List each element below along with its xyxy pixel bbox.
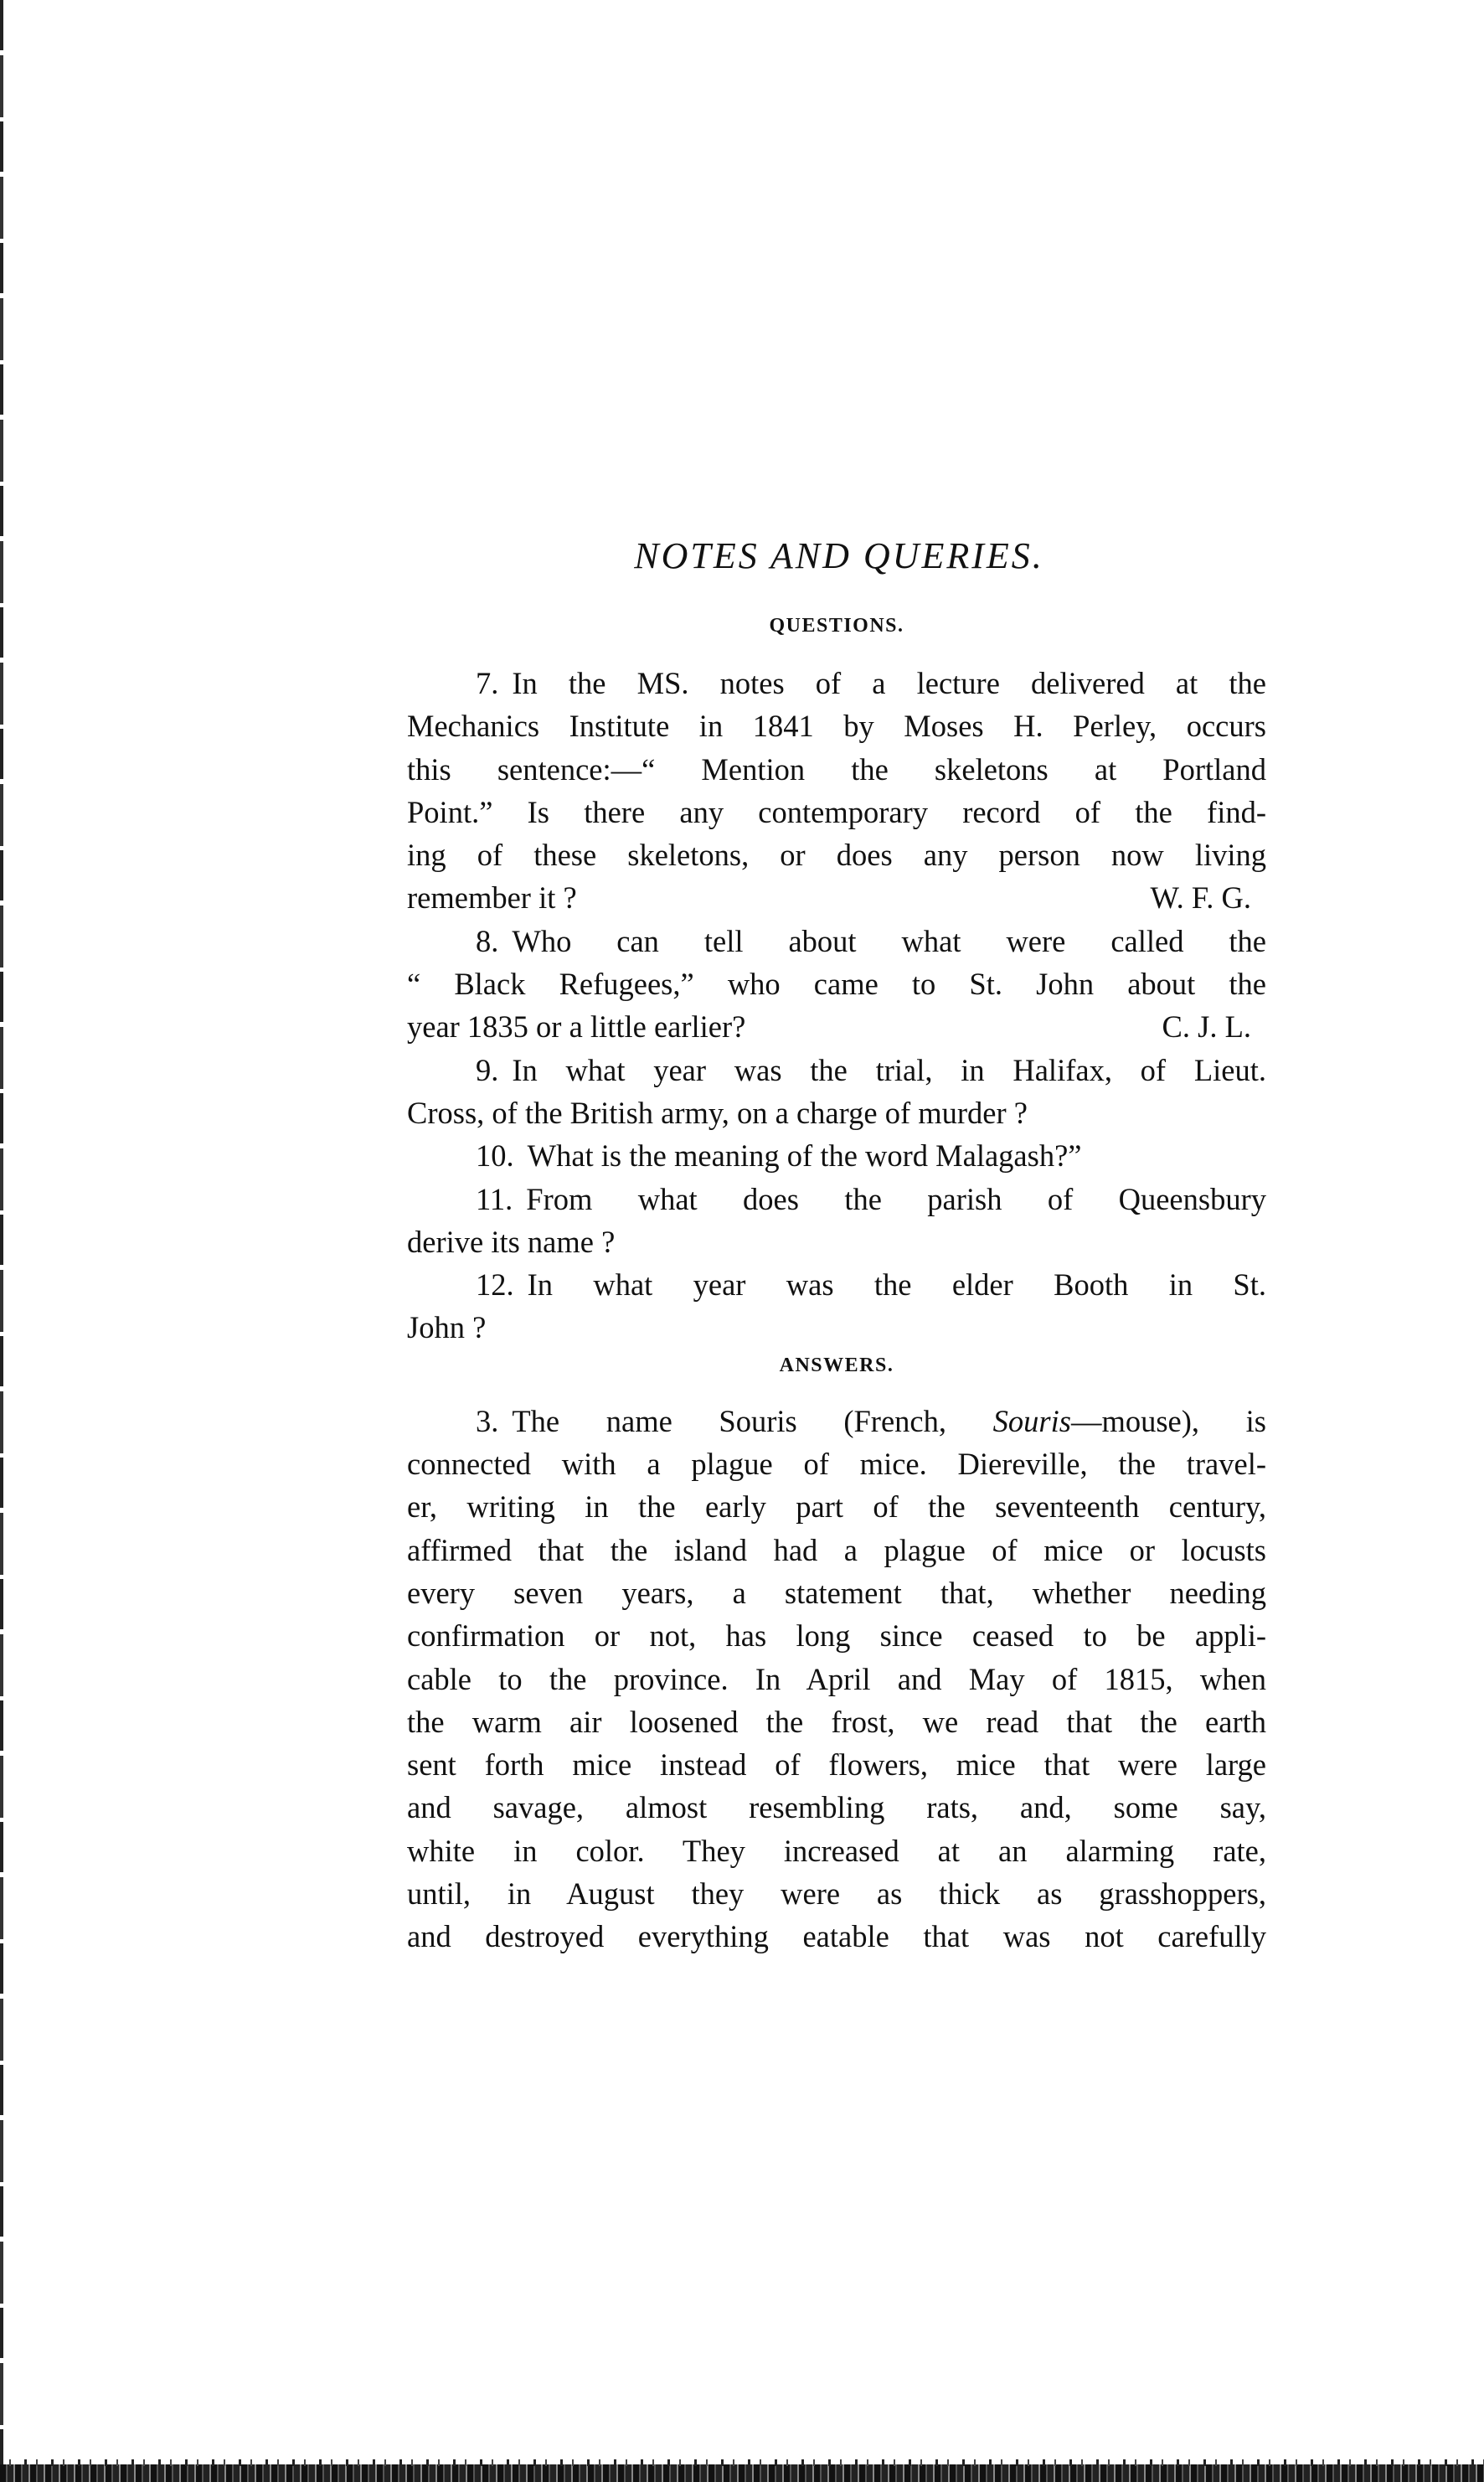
answer-line: sent forth mice instead of flowers, mice that were large — [407, 1747, 1266, 1783]
answer-line: the warm air loosened the frost, we read that the earth — [407, 1704, 1266, 1739]
question-signature: W. F. G. — [1150, 880, 1251, 916]
question-line: John ? — [407, 1310, 487, 1345]
question-8 — [407, 920, 1266, 1049]
question-line: 9. In what year was the trial, in Halifax, of Lieut. — [407, 1049, 1266, 1091]
question-line: this sentence:—“ Mention the skeletons at Portland — [407, 751, 1266, 787]
question-11 — [407, 1178, 1266, 1264]
answer-line: confirmation or not, has long since ceased to be appli- — [407, 1618, 1266, 1654]
answer-3 — [407, 1400, 1266, 1958]
page-title: NOTES AND QUERIES. — [634, 535, 1044, 576]
question-signature: C. J. L. — [1162, 1009, 1251, 1045]
answer-line: until, in August they were as thick as grasshoppers, — [407, 1876, 1266, 1912]
question-line: 12. In what year was the elder Booth in St. — [407, 1263, 1266, 1306]
page-body — [407, 536, 1266, 1958]
question-line: Point.” Is there any contemporary record of the find- — [407, 794, 1266, 829]
question-number: 9. — [476, 1052, 499, 1087]
question-line: “ Black Refugees,” who came to St. John about the — [407, 967, 1266, 1002]
question-7 — [407, 662, 1266, 920]
answer-line: white in color. They increased at an alarming rate, — [407, 1833, 1266, 1868]
answer-line: affirmed that the island had a plague of mice or locusts — [407, 1532, 1266, 1567]
question-10 — [407, 1134, 1266, 1177]
answer-line: cable to the province. In April and May of 1815, when — [407, 1661, 1266, 1696]
answer-line: er, writing in the early part of the seventeenth century, — [407, 1489, 1266, 1525]
page-bottom-edge — [0, 2464, 1484, 2482]
answer-line: and destroyed everything eatable that was not carefully — [407, 1919, 1266, 1954]
question-line: ing of these skeletons, or does any person now living — [407, 838, 1266, 873]
question-line: derive its name ? — [407, 1224, 616, 1259]
question-number: 8. — [476, 923, 499, 958]
question-line: remember it ? W. F. G. — [407, 876, 1266, 919]
question-number: 12. — [476, 1267, 514, 1303]
answers-heading: ANSWERS. — [779, 1354, 894, 1376]
page-left-edge — [0, 0, 3, 2482]
question-line: 10. What is the meaning of the word Malagash?” — [407, 1134, 1266, 1177]
answer-line: connected with a plague of mice. Diereville, the travel- — [407, 1447, 1266, 1482]
question-number: 7. — [476, 666, 499, 700]
answer-line: 3. The name Souris (French, Souris—mouse), is — [407, 1400, 1266, 1442]
answer-line: and savage, almost resembling rats, and, some say, — [407, 1790, 1266, 1825]
question-line: 7. In the MS. notes of a lecture delivered at the — [407, 662, 1266, 704]
question-line: 8. Who can tell about what were called the — [407, 920, 1266, 962]
question-number: 11. — [476, 1181, 513, 1216]
questions-heading: QUESTIONS. — [769, 615, 904, 637]
question-line: 11. From what does the parish of Queensbury — [407, 1178, 1266, 1220]
question-line: year 1835 or a little earlier? C. J. L. — [407, 1005, 1266, 1048]
question-9 — [407, 1049, 1266, 1135]
answer-line: every seven years, a statement that, whether needing — [407, 1575, 1266, 1610]
answer-number: 3. — [476, 1403, 499, 1438]
question-number: 10. — [476, 1138, 514, 1174]
question-12 — [407, 1263, 1266, 1349]
question-line: Cross, of the British army, on a charge of murder ? — [407, 1095, 1028, 1130]
question-line: Mechanics Institute in 1841 by Moses H. Perley, occurs — [407, 709, 1266, 744]
